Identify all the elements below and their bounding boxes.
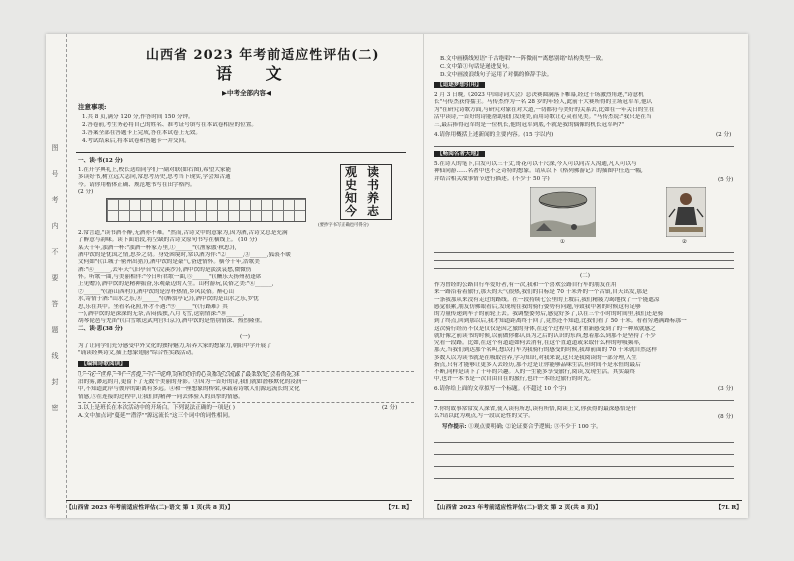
question-line: 胡琴琵琶与羌笛"(《白雪歌送武判官归京》),酒中饮的是惜别情深、热烈隆重。	[78, 318, 266, 325]
speech-line: 中,不知道此岸与彼岸的距离有多远。④和一座想象的桥梁,承载着诗歌人们源远流长的文化	[78, 386, 300, 393]
left-footer-code: 【7L R】	[385, 505, 412, 511]
writing-hints	[442, 424, 602, 431]
calligraphy-char: 书	[367, 178, 380, 192]
note-item: 4.考试结束后,将本试卷和答题卡一并交回。	[82, 138, 190, 144]
poem-tag	[78, 361, 129, 368]
notes-heading: 注意事项:	[78, 103, 107, 111]
answer-line[interactable]	[434, 268, 734, 269]
calligraphy-char: 养	[367, 191, 380, 205]
binding-char: 号	[51, 170, 59, 178]
couplet-image	[340, 164, 392, 220]
question-line: 7.你的故事常常发人深省,使人读有所思,读有所悟,阅读上文,你获得的最深感悟是什	[434, 406, 637, 412]
question-4-score: (2 分)	[716, 132, 732, 138]
question-4: 4.请你用概括上述新闻的主要内容。(15 字以内)	[434, 132, 554, 138]
opening-speech	[78, 371, 414, 403]
binding-char: 答	[51, 300, 59, 308]
question-line: 2.常言道,"读书酒不醉,无酒亦不难。"然而,古诗文中的意象为,因为酒,古诗文总是充满	[78, 230, 288, 236]
question-line: 酒中饮的是忧国之情,思乡之切。身处困境时,常以酒为伴:"②______,③______,狐裘不暖	[78, 252, 291, 259]
essay-line: 指点,只有才能够让更多人去经历,那不过是让你能够品味生活,但时间不是永恒的最后	[434, 361, 641, 368]
question-line: ⑦______"(《游山西村》),酒中饮的是淳朴热情,乡风民俗。醉心山	[78, 288, 234, 295]
news-line: 三,最后捧得冠军的是一位机长,他的冠军到底,不就是我的偶像的机长冠军吗?"	[434, 121, 624, 128]
notes-divider	[76, 152, 406, 153]
question-1	[78, 167, 338, 197]
essay-line: 这次骑行经历不仅是仅仅是因之旅的身体,在这个过程中,我才重新感受到了的一种成就感之	[434, 325, 656, 332]
answer-line[interactable]	[434, 400, 734, 401]
question-line: 文何如"(《江城子·密州出猎》),酒中饮的是豪气,奋进情怀。横今千年,浩歌美	[78, 259, 260, 266]
option-c: C.文中第①句话是递进复句。	[440, 64, 513, 70]
question-3: 3.以上是班长在本次活动中的开场白。下列说法正确的一项是( )	[78, 405, 235, 411]
gulliver-illustration-1	[530, 187, 596, 237]
left-footer	[66, 500, 412, 511]
answer-line[interactable]	[434, 260, 734, 261]
essay-line: 就好像之前读书的时候,以前做你都认真为之后的认识的东西,想着那么到那不是坚持了不少	[434, 332, 656, 339]
binding-char: 不	[51, 248, 59, 256]
left-page	[66, 34, 416, 518]
question-5	[434, 161, 740, 184]
answer-line[interactable]	[434, 442, 734, 443]
grid-caption: (要抄字书写正确也可得分)	[318, 223, 369, 228]
calligraphy-char: 志	[367, 204, 380, 218]
essay-line: 的力量传递到车子的前轮上去。我调整姿势后,感觉好多了,以在三个小时的时间里,我们还是骑	[434, 311, 664, 317]
question-6: 6.请你给上面的文章拟写一个标题。(不超过 10 个字)	[434, 386, 567, 392]
option-d: D.文中画波浪线句子运用了对偶的修辞手法。	[440, 72, 553, 78]
question-line: 并结合相关故事情节进行描述。(不少于 50 字)	[434, 175, 550, 182]
essay-line: 不断,同样是读下了十年的兴趣。人的一生能多享受旅行,阅读,发现生活。其实最终	[434, 369, 636, 375]
option-a: A.文中加点词"蔓延""潜浮""源远流长"这三个词中的词性相同。	[78, 413, 234, 419]
binding-char: 封	[51, 378, 59, 386]
question-2	[78, 230, 414, 326]
question-line: 5.在诗人的笔下,白发可以三千丈,哥花可以千尺深,今人可以同古人沟通,凡人可以与	[434, 161, 637, 167]
news-line: 长"马传杰获得擂主。马传杰作为一名 28 岁的年轻人,此前十大赛所得的主场冠军军,他认	[434, 99, 653, 106]
part-1-label: (一)	[240, 334, 250, 340]
answer-line[interactable]	[434, 466, 734, 467]
question-5-score: (5 分)	[718, 177, 734, 183]
hint-1: ①观点要明确;	[468, 424, 504, 430]
section2-heading: 二、读·思(38 分)	[78, 326, 123, 332]
essay-line: 究看一段路。比如,在这个有道道如何去消有,在这个直道道或采取什么样的呼吸频率,	[434, 340, 641, 346]
question-line: 思,乐在其中。坐看名花照,怀才不遇:"⑨______"(《行路难》其	[78, 303, 228, 310]
left-footer-title: 【山西省 2023 年考前适应性评估(二)·语文 第 1 页(共 8 页)】	[66, 505, 234, 511]
question-line: 某天十年,浊酒一杯:"浊酒一杯家万里,①______"(《渔家傲·秋思》),	[78, 244, 237, 251]
binding-char: 考	[51, 196, 59, 204]
calligraphy-char: 知	[345, 191, 358, 205]
binding-char: 内	[51, 222, 59, 230]
answer-line[interactable]	[434, 454, 734, 455]
news-line: 为"在研究诗歌方面,与研究对象在对大道,一切都符与美好的关系去,比如在一年关日的生在	[434, 106, 655, 113]
calligraphy-char: 观	[345, 165, 358, 179]
question-7-score: (8 分)	[718, 414, 734, 420]
note-item: 3.答案全部在答题卡上完成,答在本试卷上无效。	[82, 130, 201, 136]
essay-line: 到了终点,回到那以后,我才知道距离终于回了,竟然还不知道,比我们看了 50 千米。看看穷遇满路标那一	[434, 318, 687, 325]
writing-grid[interactable]	[106, 198, 306, 222]
answer-line[interactable]	[434, 146, 734, 147]
note-item: 1.共 8 页,满分 120 分,作答时间 150 分钟。	[82, 114, 194, 120]
binding-char: 线	[51, 352, 59, 360]
essay-line: 那天,当我们到达那个名叫,想以打车为我骑行的感受的时候,我却前面的 70 千米就自然这样	[434, 347, 657, 354]
essay-line: 感觉很累,朋友仿佛眼看后,发现现在我的骑行姿势有问题,导致我中暑的时候这有足够	[434, 303, 641, 310]
news-tag	[434, 82, 485, 89]
calligraphy-char: 史	[345, 178, 358, 192]
question-line: 么?请以此为观点,写一段议论性的文字。	[434, 413, 534, 420]
question-line: 一),酒中饮的是深深的无奈,苦闷孤独,八月飞雪,送别情深:"⑩______,	[78, 310, 245, 317]
essay-line: 作为曾经的公路自行车爱好者,有一次,我和一个喜欢公路自行车的朋友在用	[434, 282, 617, 288]
intro-line: 为了让同学们充分感受中外文化的独特魅力,培养大家的想象力,朝阳中学开展了	[78, 343, 272, 349]
question-line: 水,寄情于酒:"山水之乐,⑧______"(《醉翁亭记》),酒中饮的是山水之乐,罗忧	[78, 296, 259, 303]
tag-label: 【编辑诗歌阅读】	[78, 361, 129, 367]
essay-line: 一条我那从来没有走过的路线。在一段持续七公里的上坡后,我们精疲力竭地找了一个能遮凉	[434, 296, 660, 303]
binding-char: 要	[51, 274, 59, 282]
right-footer-title: 【山西省 2023 年考前适应性评估(二)·语文 第 2 页(共 8 页)】	[434, 505, 602, 511]
right-footer	[434, 500, 742, 511]
hint-3: ③不少于 100 字。	[553, 424, 602, 430]
note-item: 2.答卷前,考生务必将自己的姓名、准考证号填写在本试卷相应的位置。	[82, 122, 257, 128]
novel-tag	[434, 151, 485, 158]
question-line: 酒:"④______,去年天气旧亭台"(《浣溪沙》),酒中饮的是淡淡哀愁,微微伤	[78, 266, 252, 273]
fold-line	[423, 34, 424, 518]
news-text	[434, 92, 740, 130]
essay-line: 中,也许一本书是一次自由自在的旅行,也许一本经过旅行的时光。	[434, 376, 595, 383]
speech-line: 情感,⑤在连接的过程中,让我们的精神一同去体验人的真挚的情感。	[78, 393, 244, 400]
part-2-label: (二)	[580, 273, 590, 279]
news-line: 2 月 3 日晚,《2023 中国诗词大会》总决赛圆满落下帷幕,经过十场激烈角逐,"诗意机	[434, 92, 644, 98]
calligraphy-char: 今	[345, 204, 358, 218]
hint-label: 写作提示:	[442, 424, 467, 430]
essay-text	[434, 282, 740, 384]
binding-char: 图	[51, 144, 59, 152]
question-line: (2 分)	[78, 189, 94, 196]
paper-title: 山西省 2023 年考前适应性评估(二)	[146, 48, 380, 63]
section1-heading: 一、读·书(12 分)	[78, 158, 123, 164]
intro-line: "诵读经典诗文,插上想象翅膀"综合性实践活动。	[78, 350, 197, 357]
answer-line[interactable]	[434, 252, 734, 253]
question-line: 1.在开学典礼上,校长送给同学们一副对联(如右图),希望大家能	[78, 167, 232, 173]
question-7	[434, 406, 740, 421]
exam-paper	[46, 34, 748, 518]
right-footer-code: 【7L R】	[715, 505, 742, 511]
img-label-2: ②	[682, 239, 688, 245]
question-line: 神仙同游……名著中也不乏奇特的想象。请从以下《格列佛游记》的插图中任选一幅,	[434, 168, 643, 175]
option-b: B.文中画横线短语"千古绝唱""一阵微雨""离愁别绪"结构类型一致。	[440, 56, 607, 62]
question-line: 上见赠》),酒中饮的是精神振奋,乐观豪迈的人生。山村游玩,民俗之美:"⑥______,	[78, 281, 274, 288]
binding-char: 题	[51, 326, 59, 334]
notes-list	[82, 114, 402, 148]
question-line: 怀。听歌一曲,与美丽相伴:"今日听君歌一曲,⑤______"(《酬乐天扬州初逢席	[78, 274, 262, 281]
question-3-score: (2 分)	[382, 405, 398, 411]
activity-intro	[78, 343, 414, 359]
news-line: 活中读诗,一首好的诗能帮助我们发现美,而用诗歌让心灵看见美。"马传杰说:"我只是在当	[434, 114, 652, 121]
question-6-score: (3 分)	[718, 386, 734, 392]
question-line: 多读好书,树立远大志向,常思考历史,思考当下现实,学会知古通	[78, 174, 231, 181]
question-line: 今。请你用楷体正确、规范地书写在田字格内。	[78, 181, 196, 188]
img-label-1: ①	[560, 239, 566, 245]
tag-label: 【追逐梦想引用】	[434, 82, 485, 88]
binding-char: 密	[51, 404, 59, 412]
question-line: 了醉意与韵味。读下面语段,将空缺的古诗文原句书写在横线上。 (10 分)	[78, 237, 258, 244]
hint-2: ②论证要合乎逻辑;	[505, 424, 553, 430]
binding-strip	[46, 34, 67, 518]
essay-line: 来一路沿着着旅行,那天的天气很热,我们的目标是 70 千米外的一个古镇,自天出发,那是	[434, 289, 648, 296]
answer-line[interactable]	[434, 478, 734, 479]
speech-line: 泊的雾,渺远的月,更留下了无数个美丽的身影。③因为一首好的诗,我们就如潜移默化的浸润一	[78, 379, 308, 386]
scope-label: ▶中考全部内容◀	[222, 89, 271, 97]
right-page	[434, 34, 742, 518]
speech-line: ①一花一世界,一叶一菩提,一片一乾坤,诗和美好的心灵都是②流露了最柔软处,会着的花,抹	[78, 372, 300, 378]
essay-line: 多数人以为读书就是在吸取营养,学习知识,对我来说,这只是我阅读的一部分理,人生	[434, 354, 637, 361]
gulliver-illustration-2	[666, 187, 706, 237]
calligraphy-char: 读	[367, 165, 380, 179]
tag-label: 【畅阅名著天地】	[434, 151, 485, 157]
subject-title: 语 文	[216, 64, 296, 83]
